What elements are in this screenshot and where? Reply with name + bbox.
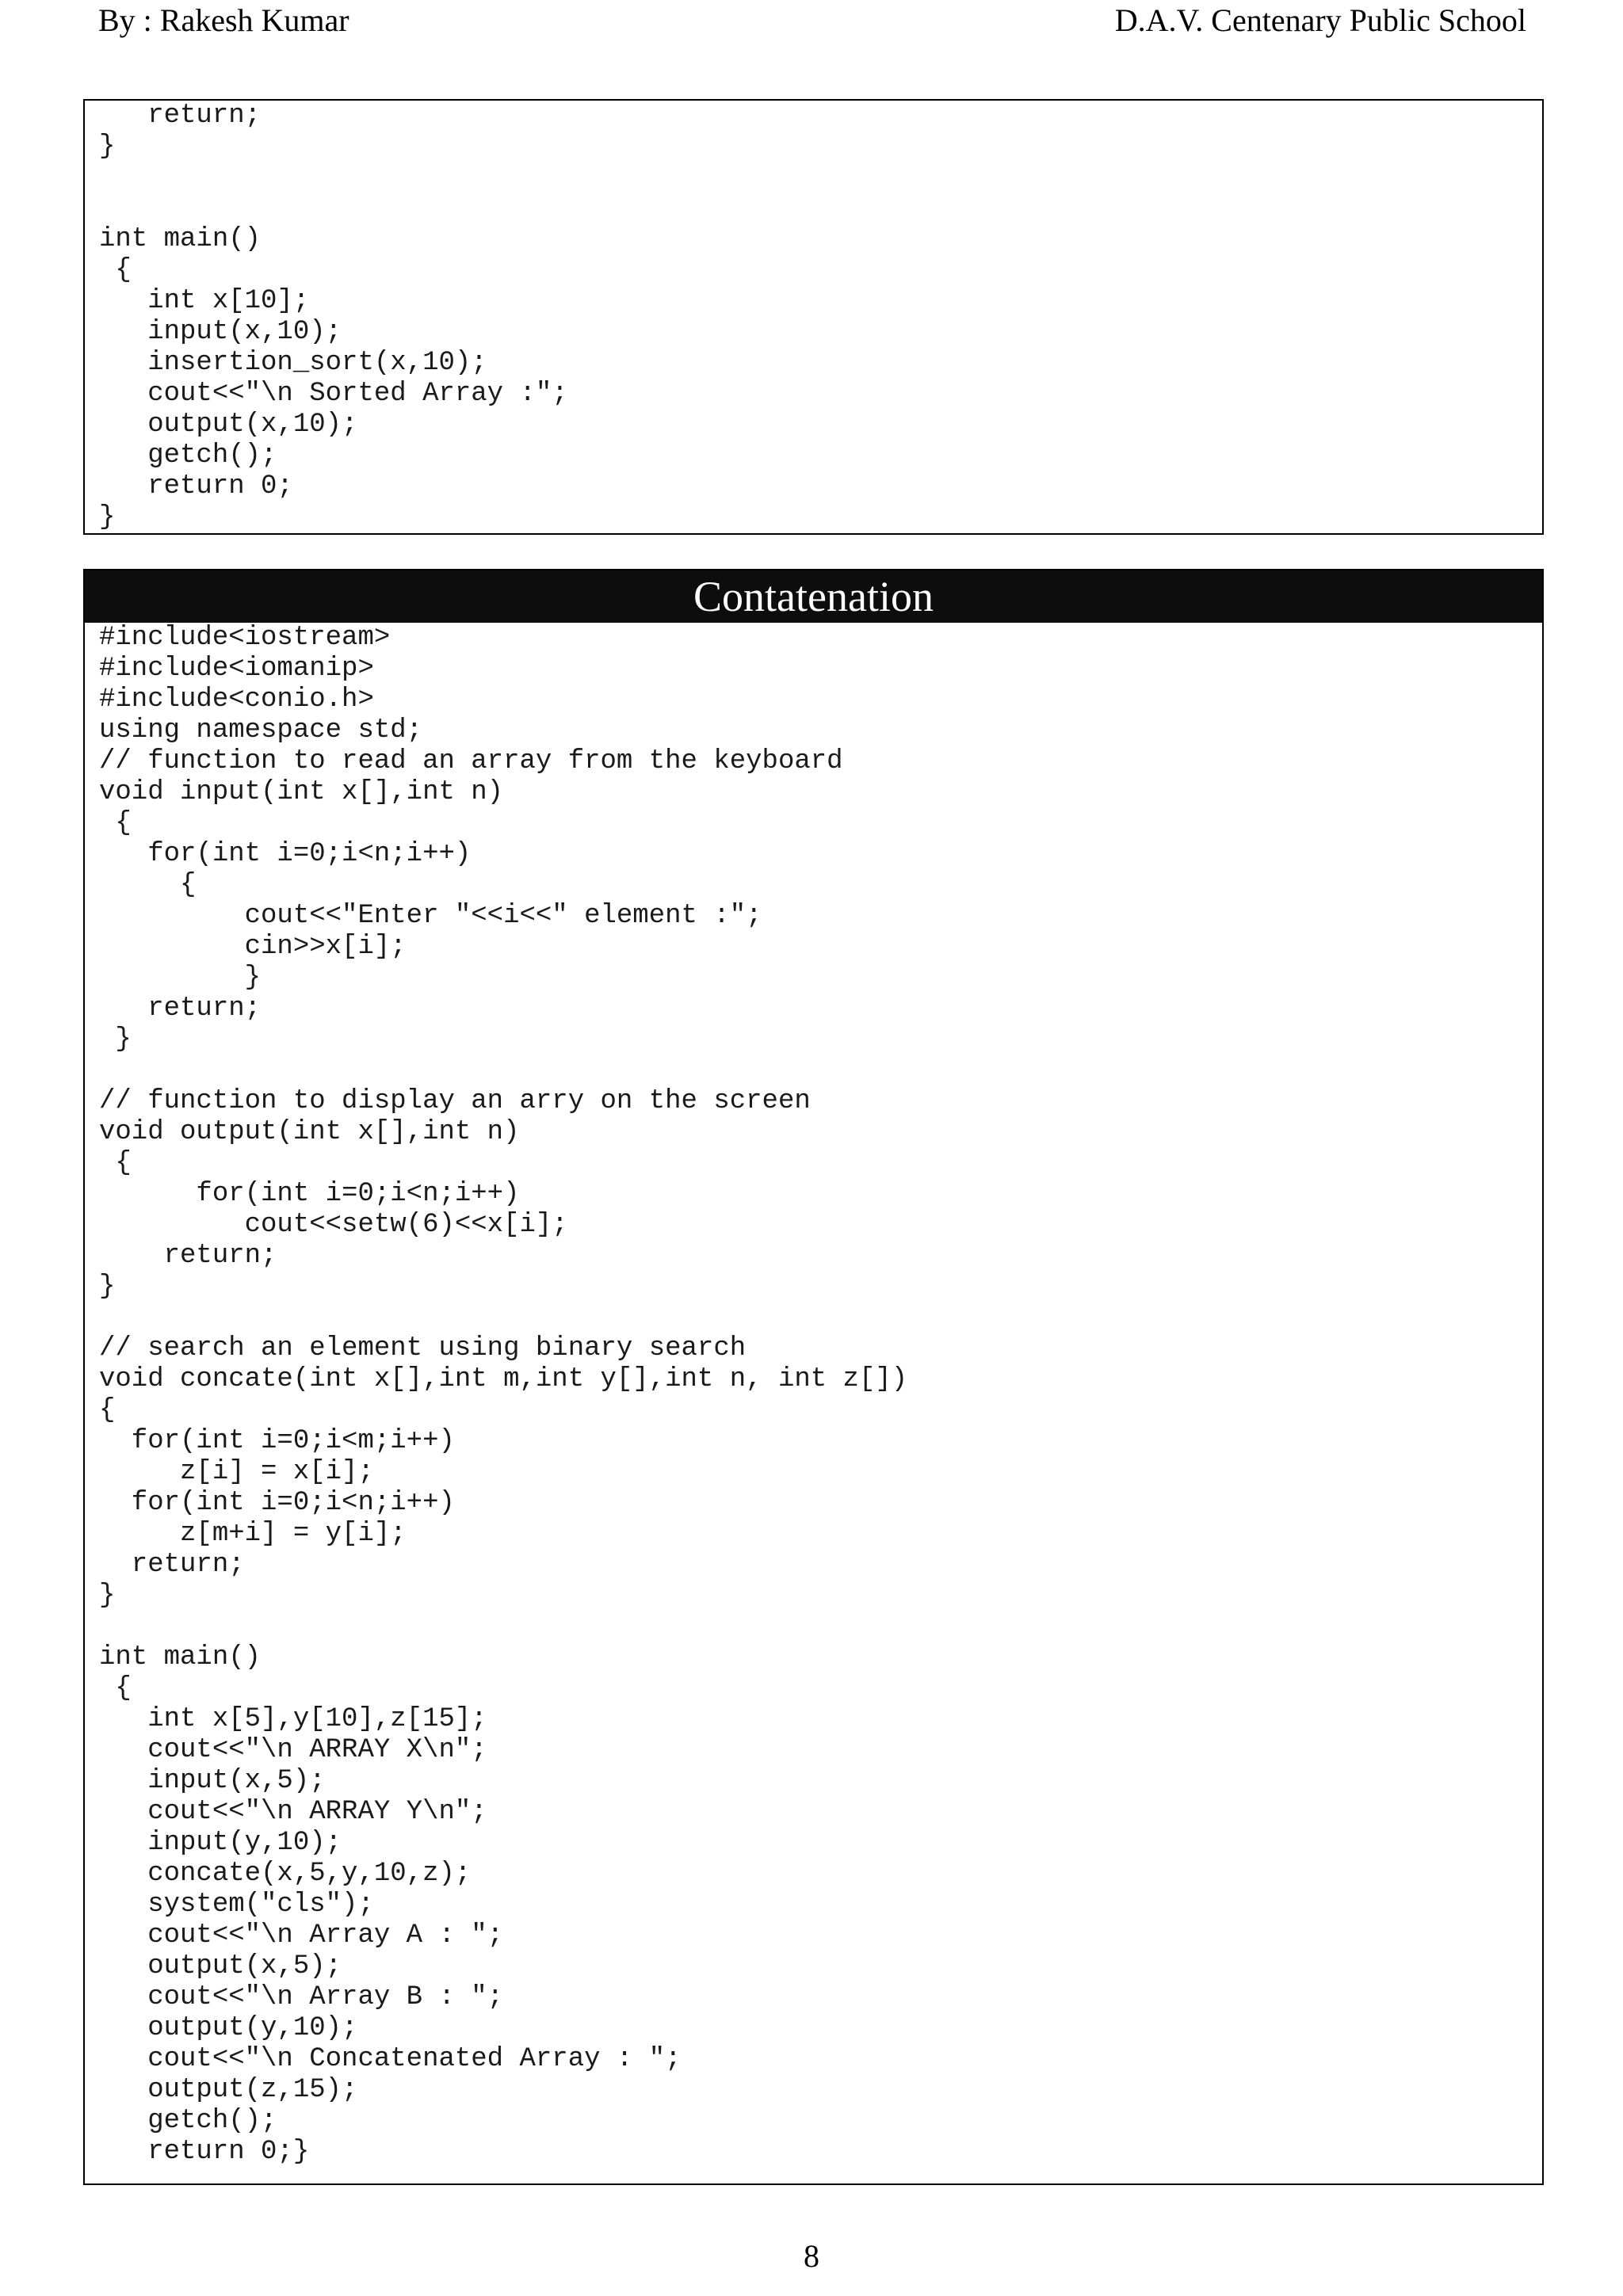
page-number: 8 — [804, 2238, 819, 2274]
code-box-continued — [83, 99, 1544, 535]
code-block-concatenation: #include<iostream> #include<iomanip> #include<conio.h> using namespace std; // function to read an array from the keyboard void input(int x[],int n) { for(int i=0;i<n;i++) { cout<<"Enter "<<i<<" element :"; cin>>x[i]; } return; } // function to display an arry on the screen void output(int x[],int n) { for(int i=0;i<n;i++) cout<<setw(6)<<x[i]; return; } // search an element using binary search void concate(int x[],int m,int y[],int n, int z[]) { for(int i=0;i<m;i++) z[i] = x[i]; for(int i=0;i<n;i++) z[m+i] = y[i]; return; } int main() { int x[5],y[10],z[15]; cout<<"\n ARRAY X\n"; input(x,5); cout<<"\n ARRAY Y\n"; input(y,10); concate(x,5,y,10,z); system("cls"); cout<<"\n Array A : "; output(x,5); cout<<"\n Array B : "; output(y,10); cout<<"\n Concatenated Array : "; output(z,15); getch(); return 0;} — [99, 623, 908, 2167]
header-school: D.A.V. Centenary Public School — [1114, 2, 1526, 38]
code-box-concatenation — [83, 569, 1544, 2185]
header-author: By : Rakesh Kumar — [98, 2, 349, 38]
code-block-insertion-sort-main: return; } int main() { int x[10]; input(x,10); insertion_sort(x,10); cout<<"\n Sorted Array :"; output(x,10); getch(); return 0; } — [99, 101, 568, 532]
section-title: Contatenation — [85, 570, 1542, 623]
